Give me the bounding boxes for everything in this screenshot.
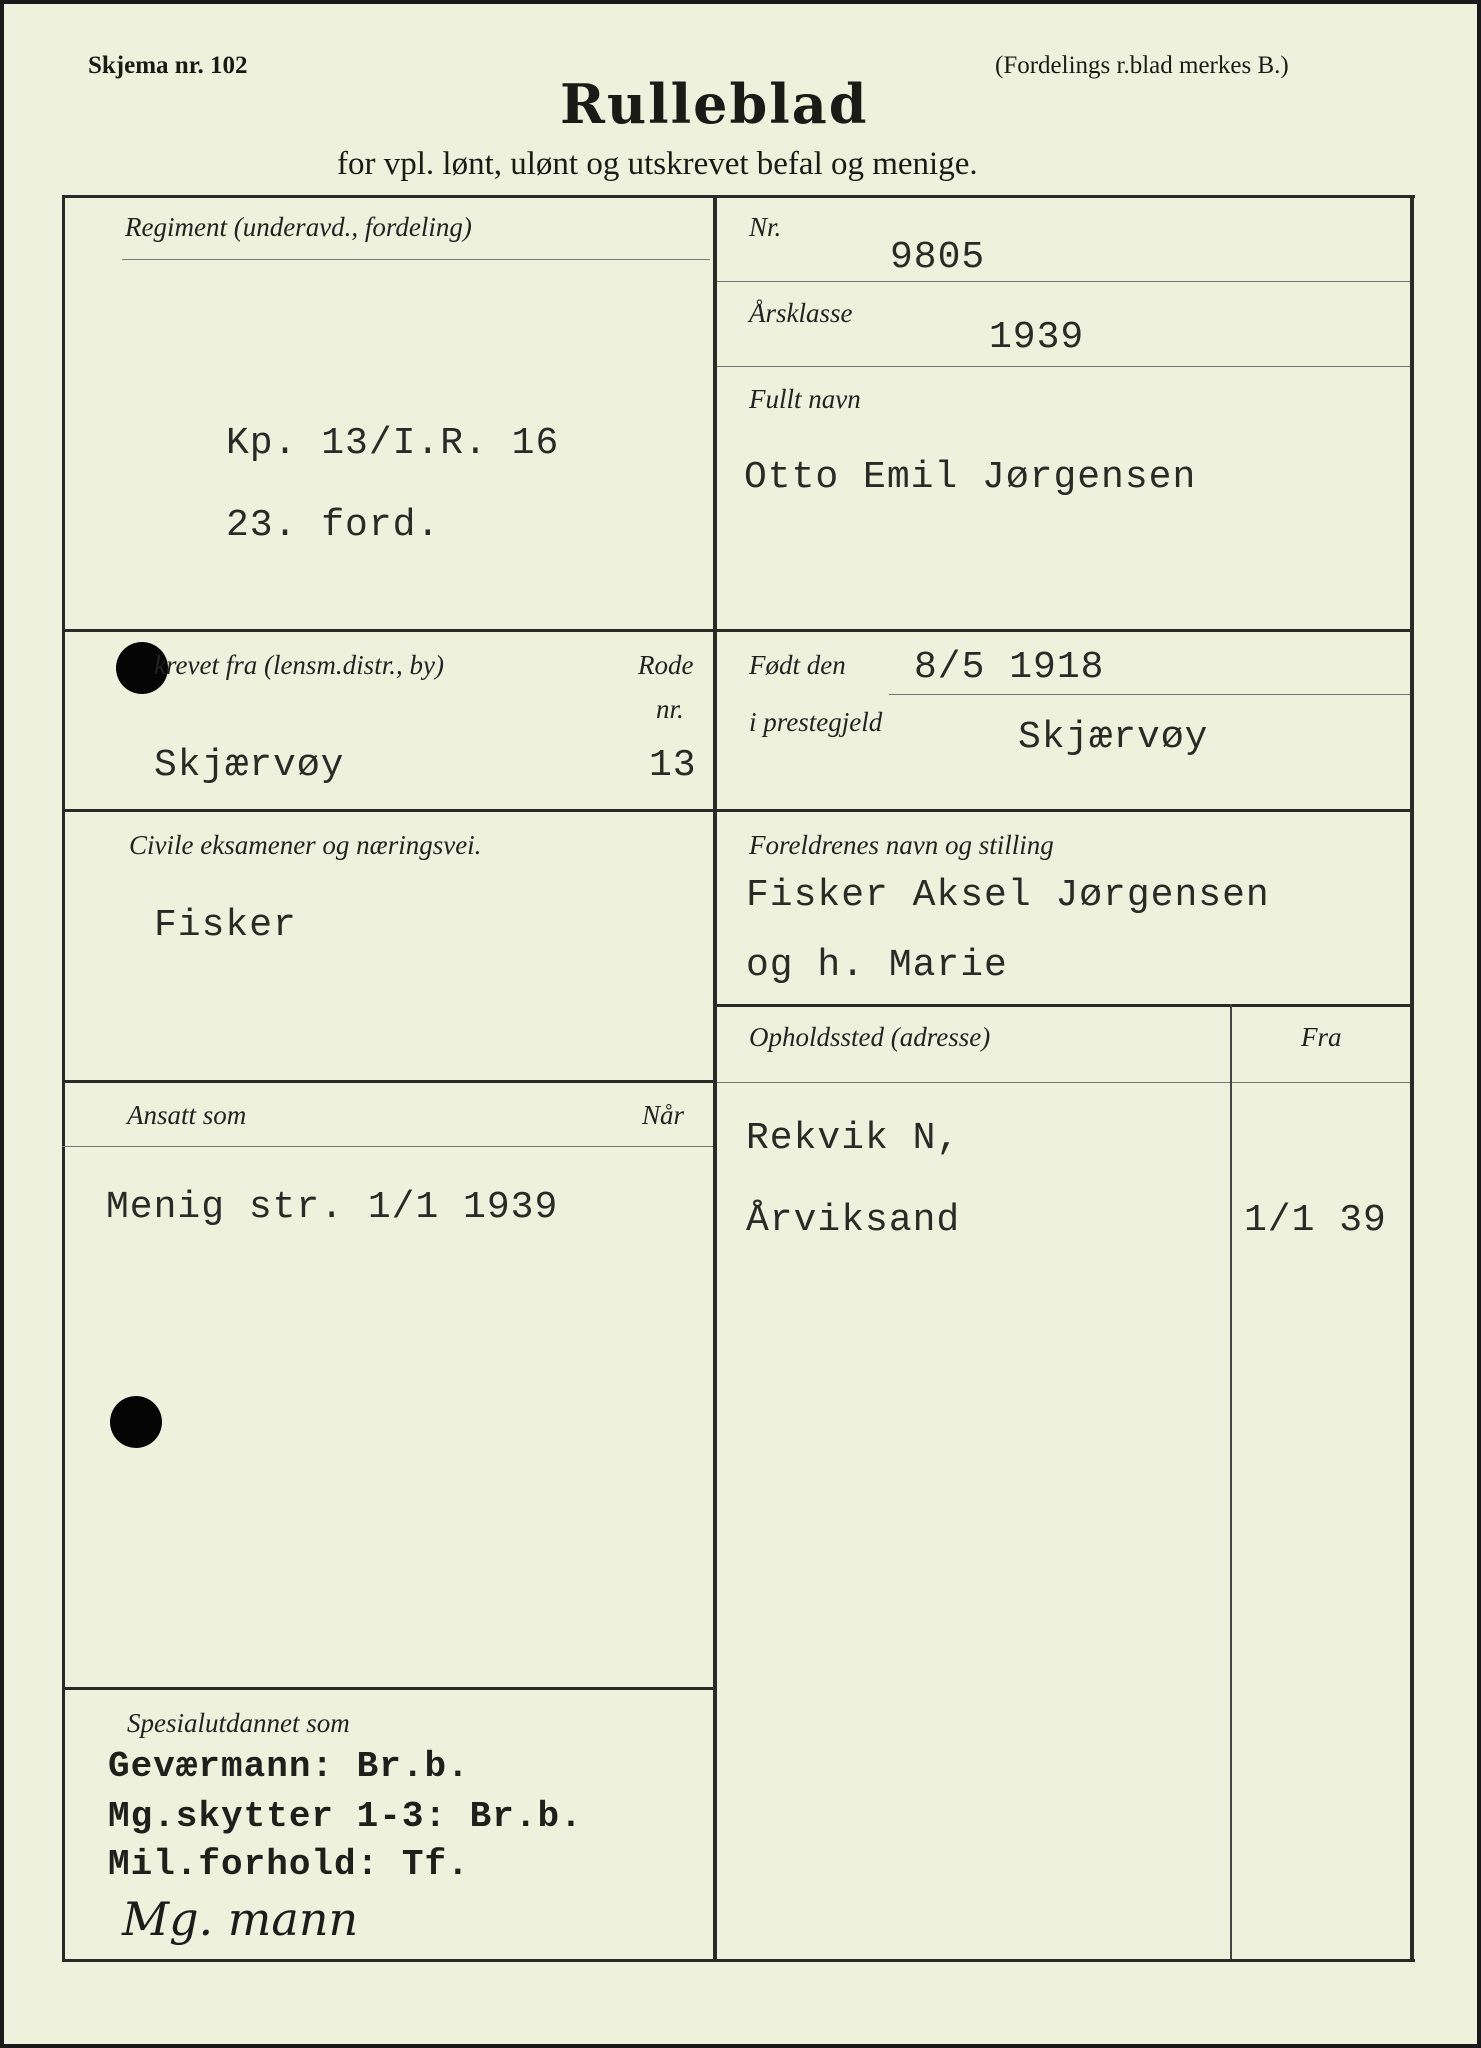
special-value-line3: Mil.forhold: Tf.	[108, 1844, 470, 1885]
employed-value: Menig str. 1/1 1939	[106, 1186, 559, 1229]
frame-bottom	[62, 1959, 1415, 1962]
frame-right	[1410, 195, 1414, 1962]
parents-value-line1: Fisker Aksel Jørgensen	[746, 874, 1270, 917]
rode-label: Rode	[638, 650, 694, 680]
frame-left	[62, 195, 65, 1962]
number-underline	[717, 281, 1410, 282]
regiment-value-line2: 23. ford.	[226, 504, 441, 547]
civil-label: Civile eksamener og næringsvei.	[129, 830, 482, 860]
civil-value: Fisker	[154, 904, 297, 947]
conscripted-from-value: Skjærvøy	[154, 744, 345, 787]
regiment-underline	[122, 259, 710, 260]
document-title: Rulleblad	[560, 72, 869, 136]
special-value-line1: Geværmann: Br.b.	[108, 1746, 470, 1787]
parents-label: Foreldrenes navn og stilling	[749, 830, 1054, 860]
right-divider-1	[717, 629, 1414, 632]
parish-label: i prestegjeld	[749, 707, 883, 737]
employed-underline	[62, 1146, 713, 1147]
document-page	[4, 4, 1477, 2044]
full-name-label: Fullt navn	[749, 384, 861, 414]
form-number: Skjema nr. 102	[88, 52, 248, 79]
right-divider-2	[717, 809, 1414, 812]
special-handwritten-note: Mg. mann	[122, 1892, 359, 1946]
rode-value: 13	[649, 744, 697, 787]
special-label: Spesialutdannet som	[127, 1708, 350, 1738]
born-label: Født den	[749, 650, 846, 680]
special-value-line2: Mg.skytter 1-3: Br.b.	[108, 1796, 583, 1837]
number-label: Nr.	[749, 212, 782, 242]
left-divider-2	[62, 809, 713, 812]
residence-header-underline	[717, 1082, 1410, 1083]
number-value: 9805	[890, 236, 986, 279]
residence-value-line1: Rekvik N,	[746, 1117, 961, 1160]
born-value: 8/5 1918	[914, 646, 1105, 689]
right-divider-3	[717, 1004, 1414, 1007]
from-column-divider	[1230, 1004, 1232, 1959]
left-divider-3	[62, 1080, 713, 1083]
frame-center	[713, 195, 717, 1962]
distribution-note: (Fordelings r.blad merkes B.)	[995, 52, 1289, 79]
year-class-label: Årsklasse	[749, 298, 853, 328]
parish-value: Skjærvøy	[1018, 716, 1209, 759]
residence-from-label: Fra	[1301, 1022, 1342, 1052]
punch-hole-bottom	[110, 1396, 162, 1448]
regiment-value-line1: Kp. 13/I.R. 16	[226, 422, 560, 465]
rode-nr-label: nr.	[656, 694, 684, 724]
full-name-value: Otto Emil Jørgensen	[744, 456, 1197, 499]
left-divider-1	[62, 629, 713, 632]
year-class-underline	[717, 366, 1410, 367]
document-subtitle: for vpl. lønt, ulønt og utskrevet befal og menige.	[337, 146, 978, 182]
residence-label: Opholdssted (adresse)	[749, 1022, 991, 1052]
conscripted-from-label: krevet fra (lensm.distr., by)	[154, 650, 444, 680]
employed-when-label: Når	[642, 1100, 685, 1130]
year-class-value: 1939	[989, 316, 1085, 359]
residence-from-value: 1/1 39	[1244, 1199, 1387, 1242]
born-underline	[889, 694, 1410, 695]
left-divider-4	[62, 1687, 713, 1690]
residence-value-line2: Årviksand	[746, 1199, 961, 1242]
employed-label: Ansatt som	[127, 1100, 247, 1130]
frame-top	[62, 195, 1415, 198]
regiment-label: Regiment (underavd., fordeling)	[125, 212, 472, 242]
parents-value-line2: og h. Marie	[746, 944, 1008, 987]
